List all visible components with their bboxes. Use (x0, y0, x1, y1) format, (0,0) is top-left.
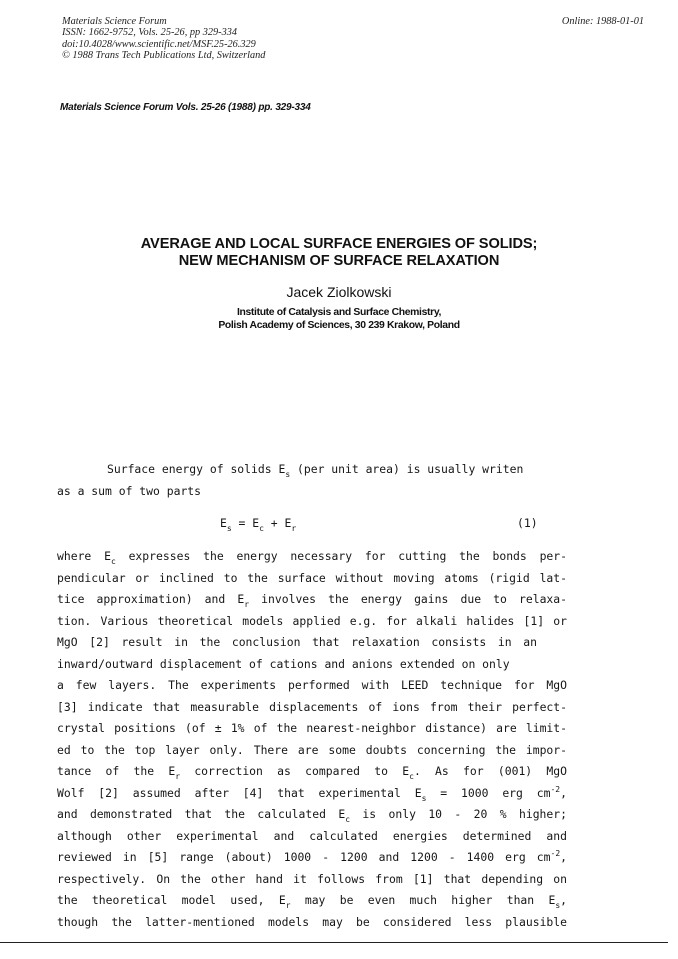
author-name: Jacek Ziolkowski (286, 284, 392, 300)
affiliation-line-1: Institute of Catalysis and Surface Chemistry, (236, 307, 442, 318)
text-line: crystal positions (of ± 1% of the nearest-neighbor distance) are limit- (57, 721, 567, 735)
text-line: MgO [2] result in the conclusion that relaxation consists in an (57, 635, 537, 649)
text-line: respectively. On the other hand it follows from [1] that depending on (57, 871, 567, 886)
paragraph-intro-line-2: as a sum of two parts (57, 484, 202, 498)
text-line: and demonstrated that the calculated $E_c$ is only 10 - 20 % higher; (57, 807, 567, 824)
journal-name: Materials Science Forum (62, 16, 167, 27)
text-line: pendicular or inclined to the surface without moving atoms (rigid lat- (57, 570, 567, 585)
paper-title (0, 236, 678, 270)
bottom-rule (0, 942, 668, 943)
text-line: a few layers. The experiments performed with LEED technique for MgO (57, 678, 567, 692)
copyright-line: © 1988 Trans Tech Publications Ltd, Switzerland (62, 50, 266, 62)
doi-line: doi:10.4028/www.scientific.net/MSF.25-26.329 (62, 38, 256, 50)
equation-body: $E_s = E_c + E_r$ (220, 516, 297, 533)
title-line-1: AVERAGE AND LOCAL SURFACE ENERGIES OF SOLIDS; (140, 236, 538, 252)
text-line: Wolf [2] assumed after [4] that experimental $E_s = 1000$ erg $cm^{-2}$, (57, 784, 567, 803)
text-line: although other experimental and calculated energies determined and (57, 828, 567, 843)
equation-number: (1) (517, 516, 538, 530)
text-line: where $E_c$ expresses the energy necessary for cutting the bonds per- (57, 549, 567, 566)
text-line: the theoretical model used, $E_r$ may be even much higher than $E_s$, (57, 893, 568, 910)
text-line: tice approximation) and $E_r$ involves the energy gains due to relaxa- (57, 592, 567, 609)
text-line: [3] indicate that measurable displacements of ions from their perfect- (57, 699, 567, 714)
affiliation (0, 306, 678, 332)
text-line: ed to the top layer only. There are some doubts concerning the impor- (57, 742, 567, 757)
text-line: inward/outward displacement of cations and anions extended on only (57, 656, 510, 671)
text-line: tion. Various theoretical models applied e.g. for alkali halides [1] or (57, 613, 567, 628)
journal-reference: Materials Science Forum Vols. 25-26 (1988) pp. 329-334 (60, 102, 311, 113)
text-line: tance of the $E_r$ correction as compared to $E_c$. As for (001) MgO (57, 764, 567, 781)
text-line: though the latter-mentioned models may be considered less plausible (57, 914, 567, 929)
paragraph-intro-line-1: Surface energy of solids $E_s$ (per unit area) is usually writen (107, 462, 524, 479)
text-line: reviewed in [5] range (about) 1000 - 1200 and 1200 - 1400 erg $cm^{-2}$, (57, 849, 567, 864)
issn-line: ISSN: 1662-9752, Vols. 25-26, pp 329-334 (62, 27, 238, 39)
online-date: Online: 1988-01-01 (561, 16, 644, 27)
affiliation-line-2: Polish Academy of Sciences, 30 239 Krakow, Poland (218, 320, 460, 331)
publication-metadata (62, 16, 265, 62)
title-line-2: NEW MECHANISM OF SURFACE RELAXATION (178, 253, 500, 269)
